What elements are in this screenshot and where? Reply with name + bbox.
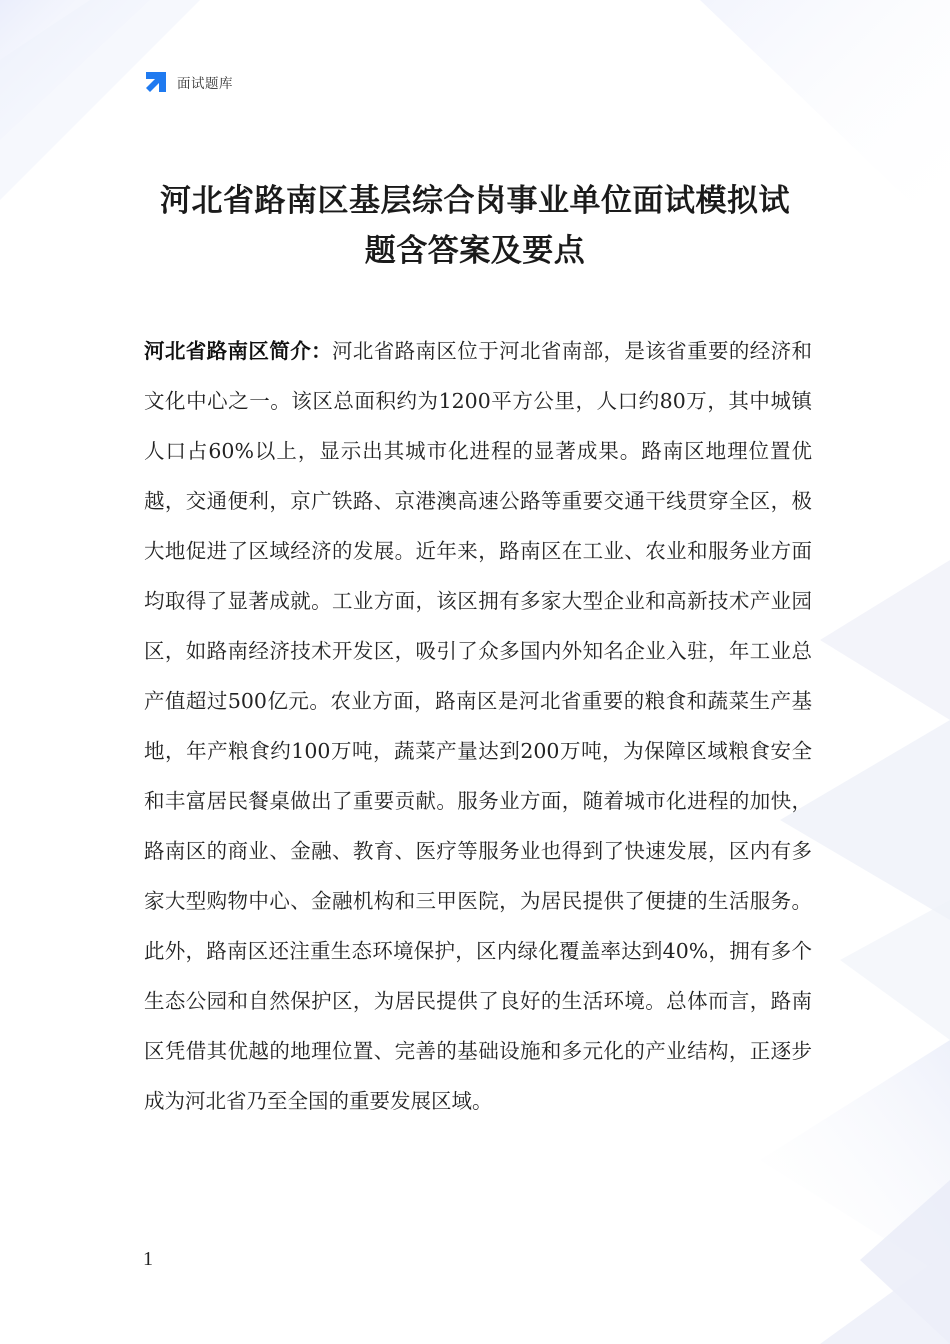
intro-paragraph [144, 326, 812, 1126]
intro-label: 河北省路南区简介： [144, 339, 332, 363]
brand-name: 面试题库 [177, 76, 233, 92]
brand-header [143, 68, 233, 96]
document-title [120, 176, 830, 276]
document-title-line-1: 河北省路南区基层综合岗事业单位面试模拟试 [160, 183, 790, 219]
page-number: 1 [143, 1248, 153, 1270]
document-title-line-2: 题含答案及要点 [364, 233, 586, 269]
arrow-up-right-icon [143, 69, 169, 95]
intro-text: 河北省路南区位于河北省南部，是该省重要的经济和文化中心之一。该区总面积约为1200平方公里，人口约80万，其中城镇人口占60%以上，显示出其城市化进程的显著成果。路南区地理位置优越，交通便利，京广铁路、京港澳高速公路等重要交通干线贯穿全区，极大地促进了区域经济的发展。近年来，路南区在工业、农业和服务业方面均取得了显著成就。工业方面，该区拥有多家大型企业和高新技术产业园区，如路南经济技术开发区，吸引了众多国内外知名企业入驻，年工业总产值超过500亿元。农业方面，路南区是河北省重要的粮食和蔬菜生产基地，年产粮食约100万吨，蔬菜产量达到200万吨，为保障区域粮食安全和丰富居民餐桌做出了重要贡献。服务业方面，随着城市化进程的加快，路南区的商业、金融、教育、医疗等服务业也得到了快速发展，区内有多家大型购物中心、金融机构和三甲医院，为居民提供了便捷的生活服务。此外，路南区还注重生态环境保护，区内绿化覆盖率达到40%，拥有多个生态公园和自然保护区，为居民提供了良好的生活环境。总体而言，路南区凭借其优越的地理位置、完善的基础设施和多元化的产业结构，正逐步成为河北省乃至全国的重要发展区域。 [144, 339, 812, 1113]
